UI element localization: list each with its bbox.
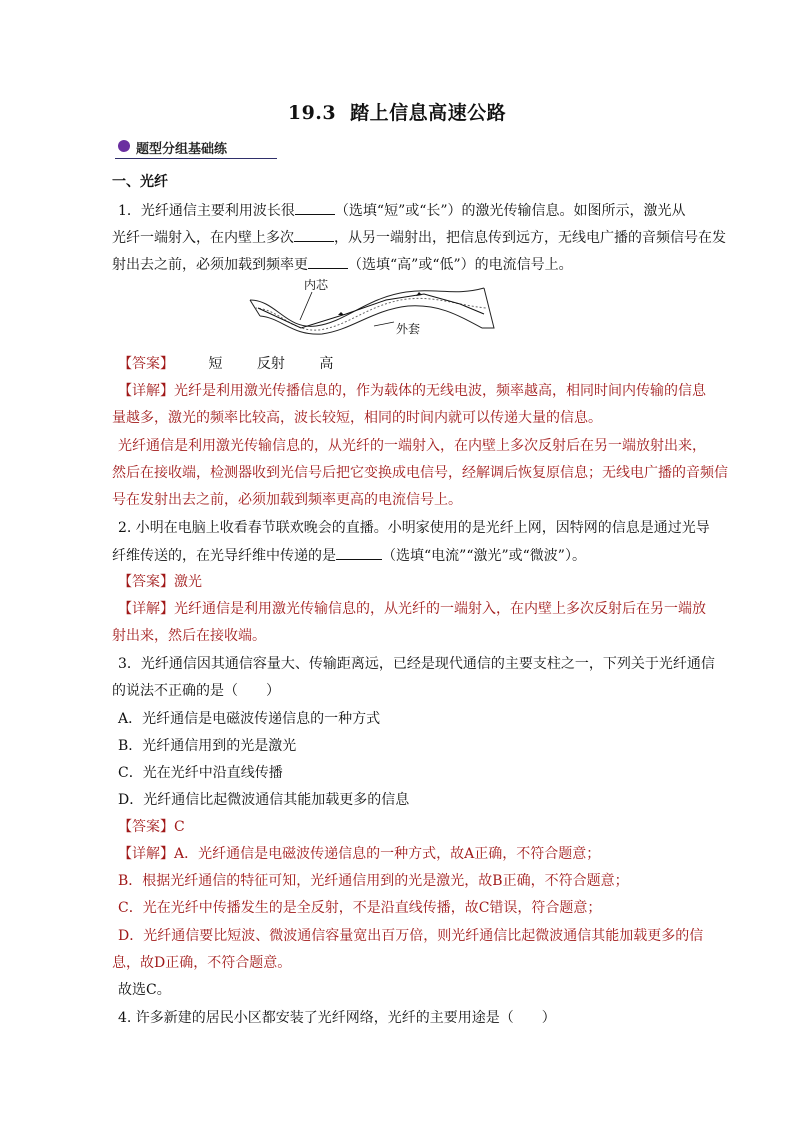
q3-line-1: 3．光纤通信因其通信容量大、传输距离远，已经是现代通信的主要支柱之一，下列关于光纤通信 — [118, 656, 715, 672]
q1-blank-3 — [308, 254, 348, 269]
figure-label-inner: 内芯 — [304, 278, 329, 292]
figure-label-outer: 外套 — [396, 322, 421, 336]
q1-detail-line-4: 然后在接收端，检测器收到光信号后把它变换成电信号，经解调后恢复原信息；无线电广播的音频信 — [112, 465, 728, 481]
section-title: 踏上信息高速公路 — [350, 102, 507, 124]
q2-detail-line-2: 射出来，然后在接收端。 — [112, 628, 266, 644]
section-tag — [115, 138, 277, 159]
q3-option-c: C．光在光纤中沿直线传播 — [118, 765, 283, 781]
q3-option-a: A．光纤通信是电磁波传递信息的一种方式 — [118, 711, 381, 727]
section-number: 19.3 — [287, 102, 337, 124]
q3-line-2: 的说法不正确的是（ ） — [112, 683, 280, 699]
q3-detail-line-3: C．光在光纤中传播发生的是全反射，不是沿直线传播，故C错误，符合题意； — [118, 900, 602, 916]
q1-line-3: 射出去之前，必须加载到频率更 （选填“高”或“低”）的电流信号上。 — [112, 254, 573, 275]
q3-detail-line-1: 【详解】A．光纤通信是电磁波传递信息的一种方式，故A正确，不符合题意； — [118, 846, 601, 862]
q3-option-d: D．光纤通信比起微波通信其能加载更多的信息 — [118, 792, 410, 808]
q3-conclusion: 故选C。 — [118, 982, 171, 998]
q2-blank — [336, 545, 382, 560]
q2-detail-line-1: 【详解】光纤通信是利用激光传输信息的，从光纤的一端射入，在内壁上多次反射后在另一端放 — [118, 601, 706, 617]
section-tag-label: 题型分组基础练 — [136, 142, 228, 157]
q3-detail-line-5: 息，故D正确，不符合题意。 — [112, 955, 292, 971]
q2-answer: 【答案】激光 — [118, 574, 202, 590]
bullet-dot-icon — [118, 140, 130, 152]
q1-blank-2 — [294, 227, 334, 242]
q1-detail-line-1: 【详解】光纤是利用激光传播信息的，作为载体的无线电波，频率越高，相同时间内传输的信息 — [118, 383, 706, 399]
heading-fiber: 一、光纤 — [112, 174, 168, 190]
q2-line-1: 2. 小明在电脑上收看春节联欢晚会的直播。小明家使用的是光纤上网，因特网的信息是通过光导 — [118, 520, 710, 536]
q3-detail-line-2: B．根据光纤通信的特征可知，光纤通信用到的光是激光，故B正确，不符合题意； — [118, 873, 629, 889]
q1-detail-line-2: 量越多，激光的频率比较高，波长较短，相同的时间内就可以传递大量的信息。 — [112, 410, 602, 426]
answer-tag: 【答案】 — [118, 356, 174, 372]
q4-line-1: 4. 许多新建的居民小区都安装了光纤网络，光纤的主要用途是（ ） — [118, 1010, 556, 1026]
q1-line-2: 光纤一端射入，在内壁上多次 ，从另一端射出，把信息传到远方，无线电广播的音频信号在发 — [112, 227, 726, 248]
q3-answer: 【答案】C — [118, 819, 185, 835]
optical-fiber-svg — [246, 278, 496, 340]
detail-tag: 【详解】 — [118, 383, 174, 399]
q1-answer: 【答案】 短 反射 高 — [118, 356, 334, 372]
page-title — [0, 98, 794, 125]
q1-detail-line-5: 号在发射出去之前，必须加载到频率更高的电流信号上。 — [112, 492, 462, 508]
optical-fiber-diagram — [246, 278, 496, 340]
q3-option-b: B．光纤通信用到的光是激光 — [118, 738, 297, 754]
q2-line-2: 纤维传送的，在光导纤维中传递的是 （选填“电流”“激光”或“微波”）。 — [112, 545, 586, 566]
q1-line-1: 1．光纤通信主要利用波长很 （选填“短”或“长”）的激光传输信息。如图所示，激光从 — [118, 200, 686, 221]
q1-blank-1 — [295, 200, 335, 215]
q1-detail-line-3: 光纤通信是利用激光传输信息的，从光纤的一端射入，在内壁上多次反射后在另一端放射出来， — [118, 438, 706, 454]
q3-detail-line-4: D．光纤通信要比短波、微波通信容量宽出百万倍，则光纤通信比起微波通信其能加载更多的信 — [118, 928, 704, 944]
